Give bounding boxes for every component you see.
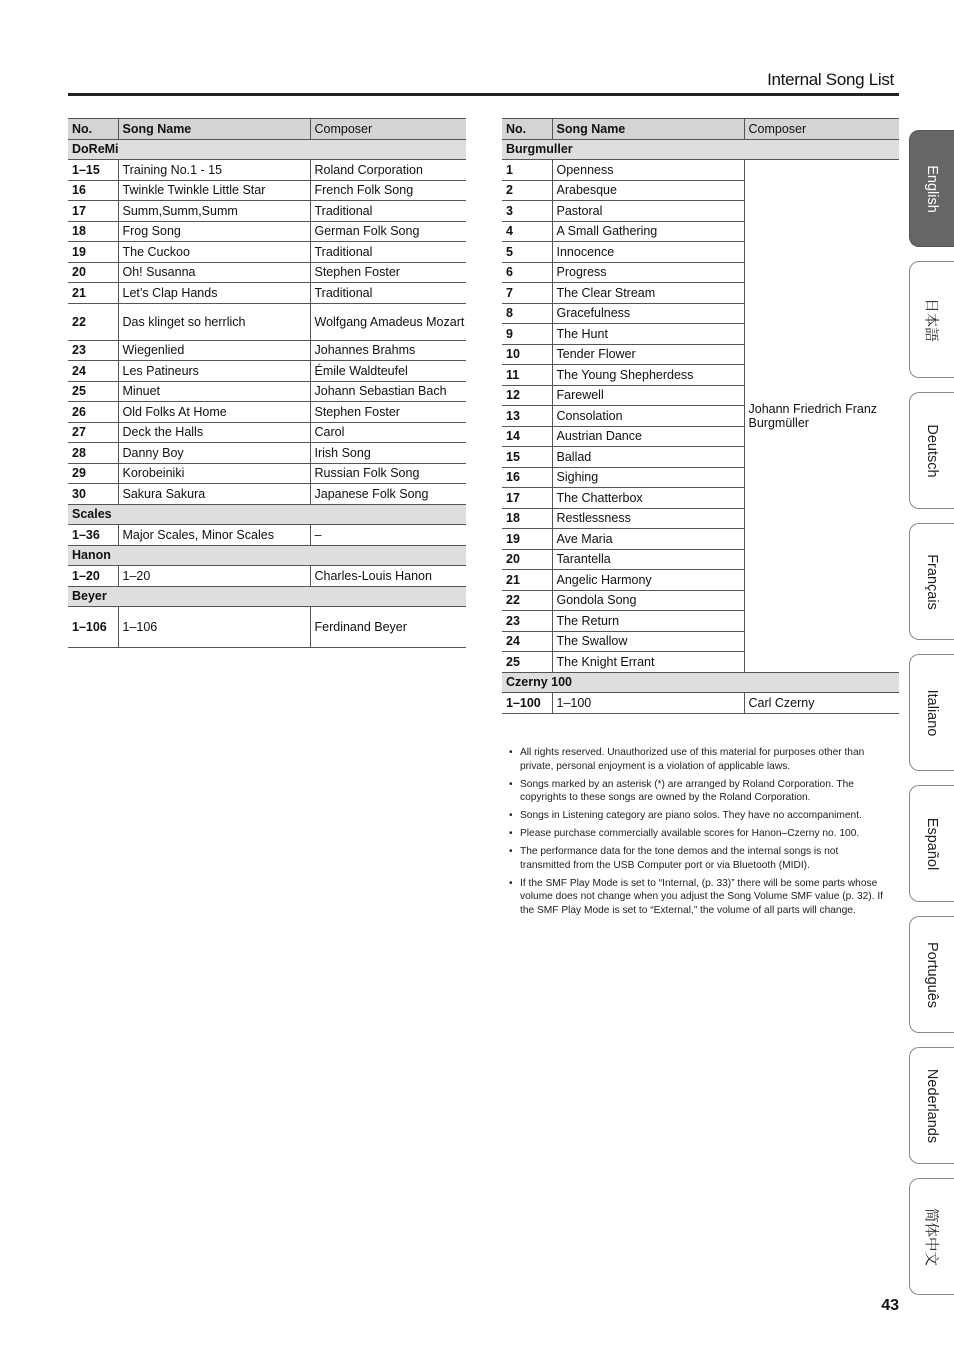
song-number: 20 xyxy=(502,549,552,570)
song-composer: Émile Waldteufel xyxy=(310,361,466,382)
table-row xyxy=(502,160,899,181)
page-title: Internal Song List xyxy=(767,70,894,89)
table-row xyxy=(68,262,466,283)
category-label: Czerny 100 xyxy=(502,672,899,693)
song-name: Austrian Dance xyxy=(552,426,744,447)
song-name: Old Folks At Home xyxy=(118,402,310,423)
table-row xyxy=(68,484,466,505)
header-composer: Composer xyxy=(744,119,899,140)
song-composer: Irish Song xyxy=(310,443,466,464)
song-composer: Roland Corporation xyxy=(310,160,466,181)
table-row xyxy=(68,422,466,443)
category-scales xyxy=(68,504,466,525)
table-row xyxy=(68,525,466,546)
song-number: 18 xyxy=(502,508,552,529)
song-number: 22 xyxy=(502,590,552,611)
song-composer: Stephen Foster xyxy=(310,402,466,423)
song-name: The Hunt xyxy=(552,324,744,345)
song-number: 23 xyxy=(502,611,552,632)
note-item: • Please purchase commercially available scores for Hanon–Czerny no. 100. xyxy=(508,827,888,841)
song-name: Major Scales, Minor Scales xyxy=(118,525,310,546)
table-row xyxy=(68,443,466,464)
song-composer: Johannes Brahms xyxy=(310,340,466,361)
song-number: 1 xyxy=(502,160,552,181)
song-number: 22 xyxy=(68,303,118,340)
song-composer: Johann Sebastian Bach xyxy=(310,381,466,402)
category-beyer xyxy=(68,586,466,607)
song-name: Openness xyxy=(552,160,744,181)
table-row xyxy=(68,361,466,382)
notes-list xyxy=(508,746,888,922)
song-name: Gondola Song xyxy=(552,590,744,611)
song-number: 25 xyxy=(502,652,552,673)
song-name: The Swallow xyxy=(552,631,744,652)
table-row xyxy=(68,221,466,242)
song-composer: French Folk Song xyxy=(310,180,466,201)
song-number: 19 xyxy=(502,529,552,550)
language-tab-label: Nederlands xyxy=(924,1068,940,1143)
table-row xyxy=(68,402,466,423)
song-name: Arabesque xyxy=(552,180,744,201)
song-number: 14 xyxy=(502,426,552,447)
song-name: Tarantella xyxy=(552,549,744,570)
category-label: Beyer xyxy=(68,586,466,607)
table-row xyxy=(68,340,466,361)
song-number: 21 xyxy=(502,570,552,591)
song-number: 17 xyxy=(68,201,118,222)
song-composer: Japanese Folk Song xyxy=(310,484,466,505)
song-name: The Cuckoo xyxy=(118,242,310,263)
song-name: Twinkle Twinkle Little Star xyxy=(118,180,310,201)
language-tab-label: Italiano xyxy=(924,689,940,736)
song-number: 30 xyxy=(68,484,118,505)
language-tab-label: Português xyxy=(924,941,940,1008)
song-composer: – xyxy=(310,525,466,546)
song-number: 24 xyxy=(68,361,118,382)
song-number: 11 xyxy=(502,365,552,386)
category-burgmuller: Burgmuller xyxy=(502,139,899,160)
song-number: 17 xyxy=(502,488,552,509)
song-number: 23 xyxy=(68,340,118,361)
song-composer: Carl Czerny xyxy=(744,693,899,714)
song-name: Deck the Halls xyxy=(118,422,310,443)
song-name: Les Patineurs xyxy=(118,361,310,382)
song-name: Farewell xyxy=(552,385,744,406)
song-number: 16 xyxy=(502,467,552,488)
song-number: 20 xyxy=(68,262,118,283)
song-name: 1–20 xyxy=(118,566,310,587)
song-number: 10 xyxy=(502,344,552,365)
table-row xyxy=(68,607,466,648)
table-row xyxy=(68,381,466,402)
song-number: 8 xyxy=(502,303,552,324)
song-name: Ave Maria xyxy=(552,529,744,550)
language-tab-label: English xyxy=(924,164,940,213)
song-number: 13 xyxy=(502,406,552,427)
song-name: Sighing xyxy=(552,467,744,488)
song-number: 1–100 xyxy=(502,693,552,714)
header-no: No. xyxy=(502,119,552,140)
song-number: 15 xyxy=(502,447,552,468)
table-row xyxy=(68,180,466,201)
song-composer: Stephen Foster xyxy=(310,262,466,283)
song-name: Gracefulness xyxy=(552,303,744,324)
song-number: 21 xyxy=(68,283,118,304)
language-tab-1[interactable] xyxy=(909,261,954,378)
song-name: Innocence xyxy=(552,242,744,263)
language-tab-label: 简体中文 xyxy=(922,1207,939,1266)
song-composer: Ferdinand Beyer xyxy=(310,607,466,648)
song-number: 27 xyxy=(68,422,118,443)
language-tab-label: Deutsch xyxy=(924,423,940,478)
table-row xyxy=(68,242,466,263)
language-tab-7[interactable] xyxy=(909,1047,954,1164)
category-hanon xyxy=(68,545,466,566)
song-number: 4 xyxy=(502,221,552,242)
category-doremi: DoReMi xyxy=(68,139,466,160)
table-row xyxy=(68,160,466,181)
song-composer: Traditional xyxy=(310,201,466,222)
song-composer: Russian Folk Song xyxy=(310,463,466,484)
song-name: Let’s Clap Hands xyxy=(118,283,310,304)
song-name: Pastoral xyxy=(552,201,744,222)
song-table-left xyxy=(68,118,466,648)
song-number: 16 xyxy=(68,180,118,201)
language-tab-0[interactable] xyxy=(909,130,954,247)
song-name: A Small Gathering xyxy=(552,221,744,242)
category-label: Hanon xyxy=(68,545,466,566)
note-item: • The performance data for the tone demos and the internal songs is not transmitted from the USB Computer port or via Bluetooth (MIDI). xyxy=(508,845,888,872)
song-name: 1–106 xyxy=(118,607,310,648)
table-row xyxy=(68,463,466,484)
language-tab-3[interactable] xyxy=(909,523,954,640)
song-number: 3 xyxy=(502,201,552,222)
table-row xyxy=(502,693,899,714)
header-song-name: Song Name xyxy=(552,119,744,140)
table-row xyxy=(68,201,466,222)
song-composer: Carol xyxy=(310,422,466,443)
song-number: 28 xyxy=(68,443,118,464)
language-tab-4[interactable] xyxy=(909,654,954,771)
song-composer: Traditional xyxy=(310,283,466,304)
song-number: 1–20 xyxy=(68,566,118,587)
table-row xyxy=(68,283,466,304)
note-item: • Songs in Listening category are piano solos. They have no accompaniment. xyxy=(508,809,888,823)
song-number: 25 xyxy=(68,381,118,402)
song-number: 24 xyxy=(502,631,552,652)
category-czerny-100 xyxy=(502,672,899,693)
language-tab-label: 日本語 xyxy=(922,297,939,342)
song-composer: Wolfgang Amadeus Mozart xyxy=(310,303,466,340)
header-composer: Composer xyxy=(310,119,466,140)
language-tab-label: Español xyxy=(924,817,940,870)
song-composer: Charles-Louis Hanon xyxy=(310,566,466,587)
page-number: 43 xyxy=(881,1297,899,1314)
song-number: 1–106 xyxy=(68,607,118,648)
song-number: 5 xyxy=(502,242,552,263)
song-number: 19 xyxy=(68,242,118,263)
burgmuller-composer: Johann Friedrich Franz Burgmüller xyxy=(744,160,899,673)
song-number: 7 xyxy=(502,283,552,304)
song-name: Consolation xyxy=(552,406,744,427)
song-composer: Traditional xyxy=(310,242,466,263)
song-name: Frog Song xyxy=(118,221,310,242)
title-rule xyxy=(68,93,899,96)
language-tab-6[interactable] xyxy=(909,916,954,1033)
song-name: Tender Flower xyxy=(552,344,744,365)
song-name: Sakura Sakura xyxy=(118,484,310,505)
song-number: 1–15 xyxy=(68,160,118,181)
language-tab-8[interactable] xyxy=(909,1178,954,1295)
song-name: Summ,Summ,Summ xyxy=(118,201,310,222)
song-number: 18 xyxy=(68,221,118,242)
song-name: Minuet xyxy=(118,381,310,402)
song-name: Progress xyxy=(552,262,744,283)
header-no: No. xyxy=(68,119,118,140)
song-name: The Knight Errant xyxy=(552,652,744,673)
song-name: The Clear Stream xyxy=(552,283,744,304)
song-name: Wiegenlied xyxy=(118,340,310,361)
song-number: 9 xyxy=(502,324,552,345)
note-item: • If the SMF Play Mode is set to “Internal, (p. 33)” there will be some parts whose volume does not change when you adjust the Song Volume SMF value (p. 32). If the SMF Play Mode is set to “External,” the volume of all parts will change. xyxy=(508,877,888,918)
song-table-right xyxy=(502,118,899,714)
song-name: The Chatterbox xyxy=(552,488,744,509)
song-number: 29 xyxy=(68,463,118,484)
song-number: 6 xyxy=(502,262,552,283)
song-name: Danny Boy xyxy=(118,443,310,464)
song-name: Restlessness xyxy=(552,508,744,529)
song-name: The Return xyxy=(552,611,744,632)
language-tab-label: Français xyxy=(924,553,940,610)
song-name: Ballad xyxy=(552,447,744,468)
category-label: Scales xyxy=(68,504,466,525)
song-name: Oh! Susanna xyxy=(118,262,310,283)
note-item: • All rights reserved. Unauthorized use of this material for purposes other than private, personal enjoyment is a violation of applicable laws. xyxy=(508,746,888,773)
song-name: Korobeiniki xyxy=(118,463,310,484)
song-name: The Young Shepherdess xyxy=(552,365,744,386)
header-song-name: Song Name xyxy=(118,119,310,140)
song-name: 1–100 xyxy=(552,693,744,714)
language-tab-2[interactable] xyxy=(909,392,954,509)
note-item: • Songs marked by an asterisk (*) are arranged by Roland Corporation. The copyrights to these songs are owned by the Roland Corporation. xyxy=(508,778,888,805)
song-name: Training No.1 - 15 xyxy=(118,160,310,181)
song-composer: German Folk Song xyxy=(310,221,466,242)
language-tab-5[interactable] xyxy=(909,785,954,902)
song-number: 2 xyxy=(502,180,552,201)
table-row xyxy=(68,566,466,587)
song-name: Das klinget so herrlich xyxy=(118,303,310,340)
song-number: 26 xyxy=(68,402,118,423)
song-number: 1–36 xyxy=(68,525,118,546)
song-number: 12 xyxy=(502,385,552,406)
song-name: Angelic Harmony xyxy=(552,570,744,591)
table-row xyxy=(68,303,466,340)
